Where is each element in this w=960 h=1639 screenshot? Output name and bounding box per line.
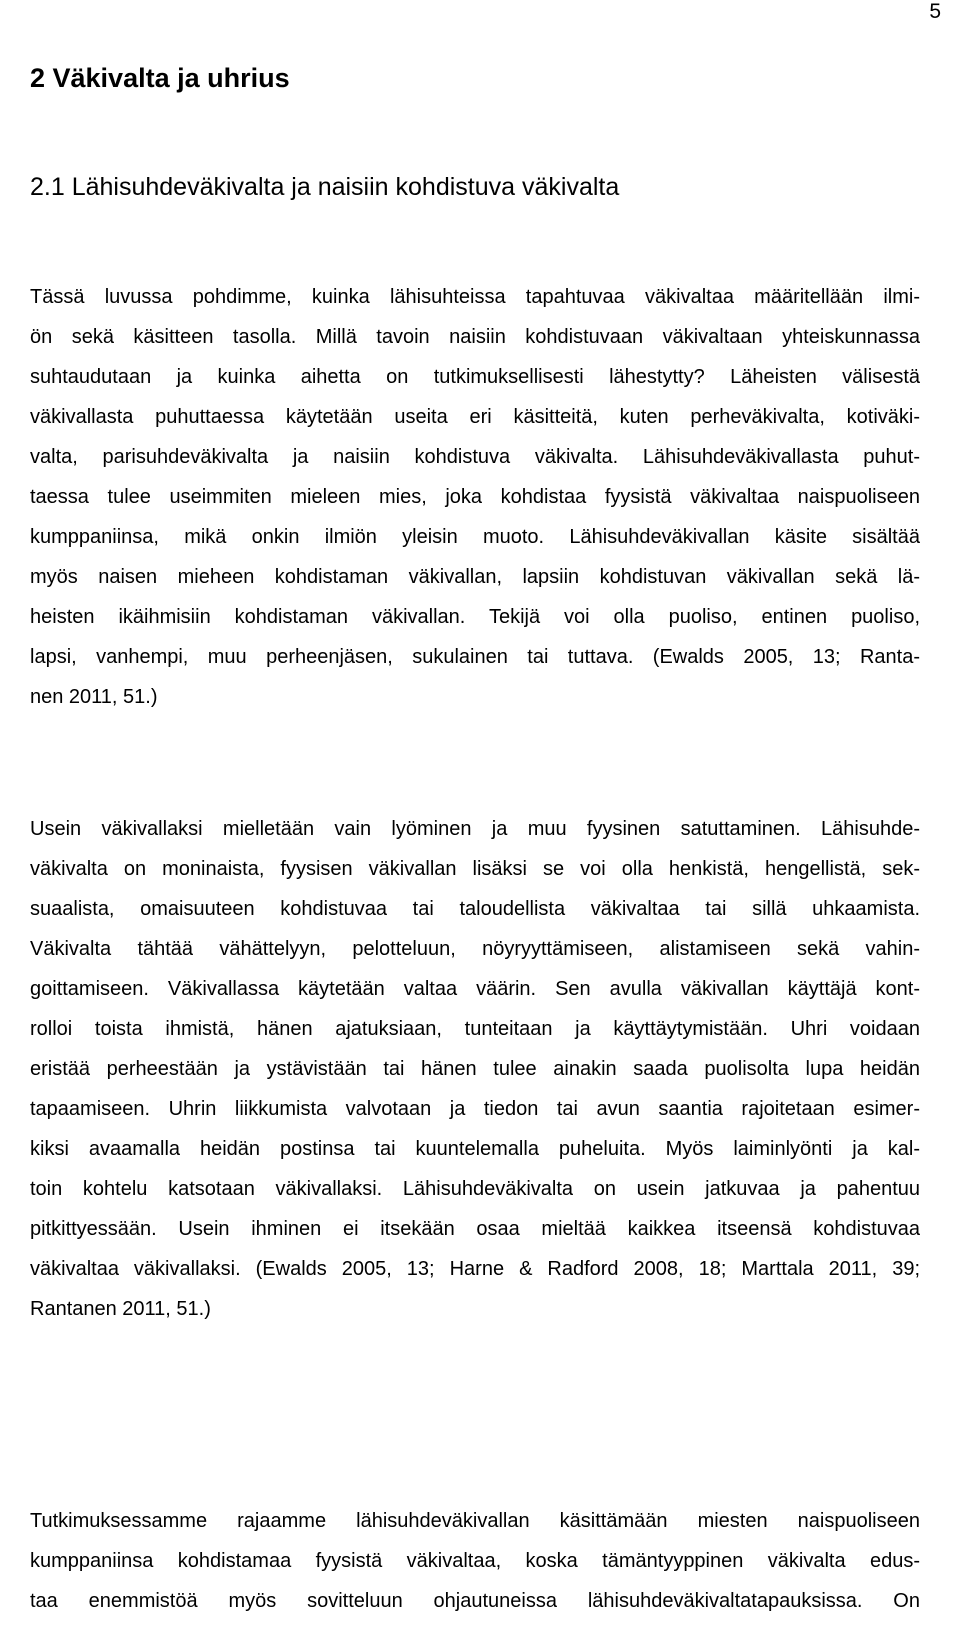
text-line: Rantanen 2011, 51.) [30, 1298, 211, 1320]
text-line: kiksi avaamalla heidän postinsa tai kuuntelemalla puheluita. Myös laiminlyönti ja kal- [30, 1138, 920, 1160]
text-line: ön sekä käsitteen tasolla. Millä tavoin naisiin kohdistuvaan väkivaltaan yhteiskunnassa [30, 326, 920, 348]
paragraph-1 [30, 277, 920, 717]
text-line: eristää perheestään ja ystävistään tai hänen tulee ainakin saada puolisolta lupa heidän [30, 1058, 920, 1080]
text-line: väkivallasta puhuttaessa käytetään useita eri käsitteitä, kuten perheväkivalta, kotiväki- [30, 406, 920, 428]
text-line: kumppaniinsa, mikä onkin ilmiön yleisin muoto. Lähisuhdeväkivallan käsite sisältää [30, 526, 920, 548]
section-heading: 2.1 Lähisuhdeväkivalta ja naisiin kohdistuva väkivalta [30, 173, 620, 201]
text-line: tapaamiseen. Uhrin liikkumista valvotaan ja tiedon tai avun saantia rajoitetaan esimer- [30, 1098, 920, 1120]
text-line: nen 2011, 51.) [30, 686, 158, 708]
paragraph-3 [30, 1501, 920, 1621]
text-line: rolloi toista ihmistä, hänen ajatuksiaan, tunteitaan ja käyttäytymistään. Uhri voidaan [30, 1018, 920, 1040]
text-line: lapsi, vanhempi, muu perheenjäsen, sukulainen tai tuttava. (Ewalds 2005, 13; Ranta- [30, 646, 920, 668]
text-line: toin kohtelu katsotaan väkivallaksi. Lähisuhdeväkivalta on usein jatkuvaa ja pahentuu [30, 1178, 920, 1200]
text-line: väkivalta on moninaista, fyysisen väkivallan lisäksi se voi olla henkistä, hengellistä, sek- [30, 858, 920, 880]
text-line: Tutkimuksessamme rajaamme lähisuhdeväkivallan käsittämään miesten naispuoliseen [30, 1510, 920, 1532]
paragraph-2 [30, 809, 920, 1329]
text-line: myös naisen mieheen kohdistaman väkivallan, lapsiin kohdistuvan väkivallan sekä lä- [30, 566, 920, 588]
text-line: pitkittyessään. Usein ihminen ei itsekään osaa mieltää kaikkea itseensä kohdistuvaa [30, 1218, 920, 1240]
text-line: suaalista, omaisuuteen kohdistuvaa tai taloudellista väkivaltaa tai sillä uhkaamista. [30, 898, 920, 920]
text-line: taessa tulee useimmiten mieleen mies, joka kohdistaa fyysistä väkivaltaa naispuoliseen [30, 486, 920, 508]
text-line: väkivaltaa väkivallaksi. (Ewalds 2005, 13; Harne & Radford 2008, 18; Marttala 2011, 39; [30, 1258, 920, 1280]
chapter-heading: 2 Väkivalta ja uhrius [30, 63, 290, 93]
text-line: Tässä luvussa pohdimme, kuinka lähisuhteissa tapahtuvaa väkivaltaa määritellään ilmi- [30, 286, 920, 308]
text-line: suhtaudutaan ja kuinka aihetta on tutkimuksellisesti lähestytty? Läheisten välisestä [30, 366, 920, 388]
text-line: kumppaniinsa kohdistamaa fyysistä väkivaltaa, koska tämäntyyppinen väkivalta edus- [30, 1550, 920, 1572]
text-line: valta, parisuhdeväkivalta ja naisiin kohdistuva väkivalta. Lähisuhdeväkivallasta puhut- [30, 446, 920, 468]
text-line: heisten ikäihmisiin kohdistaman väkivallan. Tekijä voi olla puoliso, entinen puoliso, [30, 606, 920, 628]
text-line: taa enemmistöä myös sovitteluun ohjautuneissa lähisuhdeväkivaltatapauksissa. On [30, 1590, 920, 1612]
text-line: Usein väkivallaksi mielletään vain lyöminen ja muu fyysinen satuttaminen. Lähisuhde- [30, 818, 920, 840]
page-number: 5 [929, 0, 941, 23]
text-line: Väkivalta tähtää vähättelyyn, pelotteluun, nöyryyttämiseen, alistamiseen sekä vahin- [30, 938, 920, 960]
text-line: goittamiseen. Väkivallassa käytetään valtaa väärin. Sen avulla väkivallan käyttäjä kont- [30, 978, 920, 1000]
